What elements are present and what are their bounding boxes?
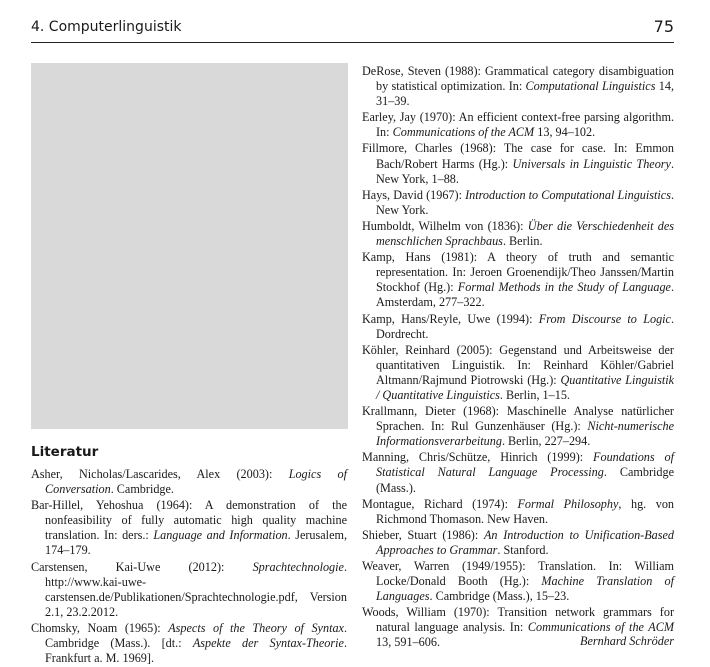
entry-text: Weaver, Warren (1949/1955): Translation. In: William Locke/Donald Booth (Hg.): (362, 559, 674, 589)
bibliography-entry (362, 559, 674, 604)
entry-text: Earley, Jay (1970): An efficient context-free parsing algorithm. In: (362, 110, 674, 140)
entry-title: Computational Linguistics (525, 79, 656, 94)
entry-title: Quantitative Linguistik / Quantitative Linguistics (376, 372, 674, 402)
entry-title: Formal Methods in the Study of Language (457, 280, 671, 295)
page-number: 75 (653, 17, 674, 36)
bibliography-entry (362, 497, 674, 527)
entry-text: 13, 591–606. (376, 635, 440, 650)
entry-text: Hays, David (1967): (362, 187, 466, 202)
entry-text: Humboldt, Wilhelm von (1836): (362, 218, 528, 233)
entry-text: Fillmore, Charles (1968): The case for case. In: Emmon Bach/Robert Harms (Hg.): (362, 141, 674, 171)
entry-title: Über die Verschiedenheit des menschlichen Sprachbaus (376, 218, 674, 249)
bibliography-entry (31, 621, 347, 666)
section-title: Literatur (31, 444, 99, 460)
entry-title: An Introduction to Unification-Based Approaches to Grammar (376, 527, 675, 557)
entry-text: . Amsterdam, 277–322. (376, 280, 674, 310)
bibliography-entry (362, 404, 674, 449)
bibliography-entry (362, 343, 674, 403)
entry-text: Bar-Hillel, Yehoshua (1964): A demonstration of the nonfeasibility of fully automatic high quality machine translation. In: ders.: (31, 498, 347, 543)
bibliography-entry (362, 141, 674, 186)
entry-text: Manning, Chris/Schütze, Hinrich (1999): (362, 450, 594, 465)
entry-title: Communications of the ACM (527, 620, 674, 635)
bibliography-entry (362, 528, 674, 558)
entry-title: Aspects of the Theory of Syntax (168, 620, 344, 635)
entry-title: Nicht-numerische Informationsverarbeitung (376, 419, 674, 449)
bibliography-entry (362, 312, 674, 342)
entry-title: Formal Philosophy (517, 496, 619, 511)
entry-text: , hg. von Richmond Thomason. New Haven. (376, 496, 675, 526)
entry-text: Krallmann, Dieter (1968): Maschinelle Analyse natürlicher Sprachen. In: Rul Gunzenhäuser (Hg.): (362, 404, 674, 434)
bibliography-entry (362, 250, 674, 310)
entry-text: . Frankfurt a. M. 1969]. (45, 636, 347, 666)
entry-text: . Cambridge (Mass.). (376, 465, 674, 495)
header-rule (31, 42, 674, 43)
entry-text: . http://www.kai-uwe-carstensen.de/Publikationen/Sprachtechnologie.pdf, Version 2.1, 23.2.2012. (45, 559, 347, 619)
entry-text: . Cambridge (Mass.), 15–23. (429, 589, 570, 604)
entry-text: . Berlin. (502, 234, 543, 249)
running-header (31, 17, 674, 39)
bibliography-entry (362, 188, 674, 218)
entry-title: Sprachtechnologie (252, 559, 344, 574)
bibliography-entry (31, 560, 347, 620)
bibliography-entry (362, 64, 674, 109)
entry-title: Logics of Conversation (45, 467, 347, 497)
entry-text: Kamp, Hans/Reyle, Uwe (1994): (362, 311, 539, 326)
entry-text: Asher, Nicholas/Lascarides, Alex (2003): (31, 467, 289, 481)
bibliography-right-column (362, 64, 674, 652)
entry-title: Machine Translation of Languages (376, 574, 674, 604)
bibliography-entry (362, 219, 674, 249)
chapter-title: 4. Computerlinguistik (31, 19, 182, 35)
entry-text: DeRose, Steven (1988): Grammatical category disambiguation by statistical optimization. In: (362, 64, 674, 94)
entry-text: Kamp, Hans (1981): A theory of truth and semantic representation. In: Jeroen Groenendijk/Theo Janssen/Martin Stockhof (Hg.): (362, 250, 674, 295)
entry-text: 14, 31–39. (376, 79, 674, 109)
bibliography-entry (362, 110, 674, 140)
entry-text: Woods, William (1970): Transition network grammars for natural language analysis. In: (362, 605, 674, 635)
bibliography-entry (362, 450, 674, 495)
entry-text: 13, 94–102. (534, 125, 596, 140)
bibliography-entry (31, 467, 347, 497)
entry-title: Language and Information (153, 528, 288, 543)
entry-text: Carstensen, Kai-Uwe (2012): (31, 559, 253, 574)
entry-title: Introduction to Computational Linguistics (465, 187, 671, 202)
entry-text: . Jerusalem, 174–179. (45, 528, 348, 558)
entry-text: . New York, 1–88. (376, 156, 674, 186)
entry-text: . Berlin, 1–15. (499, 387, 570, 402)
author-signature: Bernhard Schröder (580, 634, 674, 648)
image-placeholder (31, 63, 348, 429)
entry-text: Köhler, Reinhard (2005): Gegenstand und Arbeitsweise der quantitativen Linguistik. In: Reinhard Köhler/Gabriel Altmann/Rajmund Piotrowski (Hg.): (362, 342, 674, 387)
bibliography-entry (31, 498, 347, 558)
entry-title: Aspekte der Syntax-Theorie (192, 636, 344, 651)
entry-text: . Stanford. (497, 542, 549, 557)
entry-title: Foundations of Statistical Natural Language Processing (376, 450, 674, 480)
entry-text: . Dordrecht. (376, 311, 675, 341)
entry-title: Universals in Linguistic Theory (512, 156, 671, 171)
entry-text: . Cambridge. (110, 482, 174, 497)
bibliography-left-column (31, 467, 347, 667)
entry-text: Montague, Richard (1974): (362, 496, 518, 511)
entry-text: . Cambridge (Mass.). [dt.: (45, 620, 347, 651)
entry-title: Communications of the ACM (392, 125, 535, 140)
entry-text: Chomsky, Noam (1965): (31, 620, 169, 635)
entry-text: . New York. (376, 187, 674, 217)
entry-title: From Discourse to Logic (538, 311, 671, 326)
entry-text: . Berlin, 227–294. (501, 434, 591, 449)
entry-text: Shieber, Stuart (1986): (362, 527, 484, 542)
